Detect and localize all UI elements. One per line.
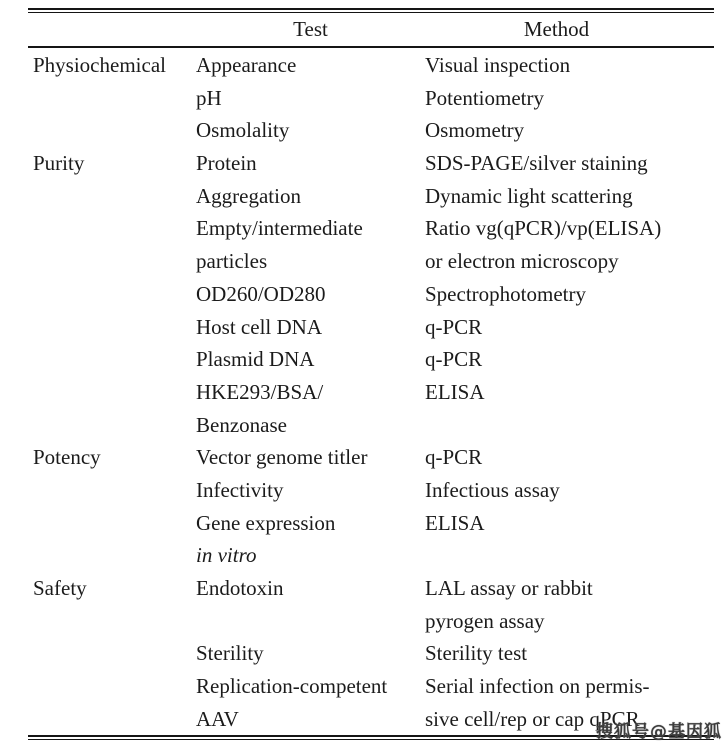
table-row	[28, 212, 714, 245]
test-cell: AAV	[196, 706, 239, 731]
test-cell: Appearance	[196, 53, 297, 77]
table-row	[28, 474, 714, 507]
table-row	[28, 245, 714, 278]
method-cell: Serial infection on permis-	[425, 674, 650, 699]
table-header-row	[28, 13, 714, 46]
test-cell: Osmolality	[196, 118, 290, 143]
test-cell: OD260/OD280	[196, 281, 326, 306]
category-cell: Potency	[33, 445, 101, 470]
category-cell: Purity	[33, 151, 85, 176]
test-cell: Benzonase	[196, 412, 287, 437]
method-cell: or electron microscopy	[425, 249, 619, 274]
qc-table	[28, 8, 714, 740]
test-cell: Replication-competent	[196, 674, 388, 699]
test-cell: Aggregation	[196, 183, 301, 208]
category-cell: Safety	[33, 576, 87, 600]
table-row	[28, 441, 714, 474]
method-cell: Ratio vg(qPCR)/vp(ELISA)	[425, 216, 662, 241]
table-row	[28, 670, 714, 703]
method-cell: q-PCR	[425, 314, 483, 339]
method-cell: Sterility test	[425, 641, 528, 666]
header-test: Test	[293, 17, 328, 41]
test-cell: pH	[196, 85, 222, 110]
method-cell: LAL assay or rabbit	[425, 576, 593, 600]
table-row	[28, 637, 714, 670]
table-body	[28, 48, 714, 735]
header-method: Method	[523, 17, 590, 41]
test-cell: HKE293/BSA/	[196, 379, 324, 404]
table-row	[28, 572, 714, 605]
test-cell: Infectivity	[196, 477, 284, 502]
test-cell: Host cell DNA	[196, 314, 322, 339]
test-cell: Endotoxin	[196, 576, 284, 600]
test-cell: Vector genome titler	[196, 445, 368, 470]
method-cell: ELISA	[425, 510, 485, 535]
table-row	[28, 180, 714, 213]
method-cell: sive cell/rep or cap qPCR	[425, 706, 640, 731]
test-cell: in vitro	[196, 543, 257, 568]
method-cell: q-PCR	[425, 445, 483, 470]
category-cell: Physiochemical	[33, 53, 166, 77]
method-cell: SDS-PAGE/silver staining	[425, 151, 648, 176]
table-row	[28, 343, 714, 376]
table-row	[28, 409, 714, 442]
method-cell: q-PCR	[425, 347, 483, 372]
test-cell: Sterility	[196, 641, 264, 666]
method-cell: Dynamic light scattering	[425, 183, 633, 208]
table-row	[28, 539, 714, 572]
watermark: 搜狐号@基因狐	[596, 722, 722, 742]
method-cell: Osmometry	[425, 118, 525, 143]
table-row	[28, 82, 714, 115]
method-cell: Potentiometry	[425, 85, 544, 110]
table-row	[28, 114, 714, 147]
method-cell: Spectrophotometry	[425, 281, 586, 306]
table-row	[28, 311, 714, 344]
method-cell: pyrogen assay	[425, 608, 545, 633]
table-row	[28, 605, 714, 638]
table-row	[28, 278, 714, 311]
test-cell: Protein	[196, 151, 257, 176]
method-cell: ELISA	[425, 379, 485, 404]
test-cell: Plasmid DNA	[196, 347, 315, 372]
method-cell: Infectious assay	[425, 477, 560, 502]
table-row	[28, 49, 714, 82]
table-row	[28, 507, 714, 540]
method-cell: Visual inspection	[425, 53, 571, 77]
test-cell: Empty/intermediate	[196, 216, 363, 241]
test-cell: particles	[196, 249, 268, 274]
test-cell: Gene expression	[196, 510, 336, 535]
table-row	[28, 376, 714, 409]
table-row	[28, 147, 714, 180]
